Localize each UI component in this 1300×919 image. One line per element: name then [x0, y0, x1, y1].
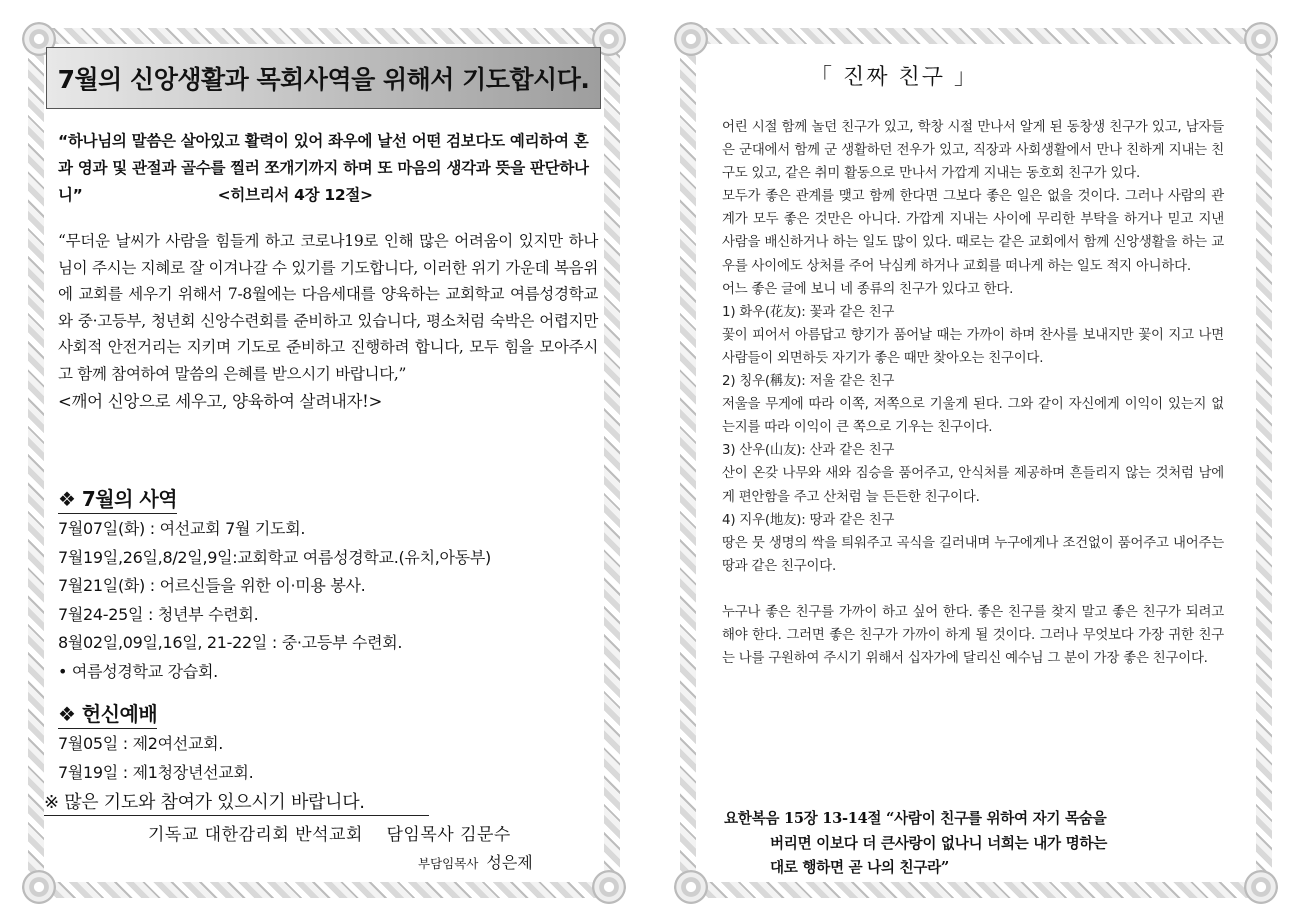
flower-icon — [22, 870, 56, 904]
worship-list — [58, 730, 603, 787]
flower-icon — [1244, 22, 1278, 56]
flower-icon — [674, 22, 708, 56]
page-title-box — [46, 47, 601, 109]
essay-body — [722, 116, 1224, 670]
senior-pastor: 담임목사 김문수 — [386, 825, 511, 845]
church-name: 기독교 대한감리회 반석교회 — [148, 825, 363, 845]
essay-paragraph: 어린 시절 함께 놀던 친구가 있고, 학창 시절 만나서 알게 된 동창생 친구가 있고, 남자들은 군대에서 함께 군 생활하던 전우가 있고, 직장과 사회생활에서 만나 친하게 지내는 친구도 있고, 같은 취미 활동으로 만나서 가깝게 지내는 동호회 친구가 있다. — [722, 120, 1224, 182]
paragraph-gap — [722, 578, 1224, 601]
verse-line: 버리면 이보다 더 큰사랑이 없나니 너희는 내가 명하는 — [770, 834, 1108, 852]
left-page — [28, 28, 620, 898]
list-item: 7월05일 : 제2여선교회. — [58, 734, 224, 753]
essay-title: 「 진짜 친구 」 — [810, 65, 978, 90]
assistant-pastor-signature — [418, 850, 533, 873]
closing-scripture — [724, 807, 1224, 881]
prayer-closing: <깨어 신앙으로 세우고, 양육하여 살려내자!> — [58, 392, 382, 411]
ministry-heading: ❖ 7월의 사역 — [58, 483, 177, 514]
list-item: 7월07일(화) : 여선교회 7월 기도회. — [58, 519, 306, 538]
essay-paragraph: 저울을 무게에 따라 이쪽, 저쪽으로 기울게 된다. 그와 같이 자신에게 이익이 있는지 없는지를 따라 이익이 큰 쪽으로 기우는 친구이다. — [722, 397, 1224, 436]
essay-paragraph: 2) 칭우(稱友): 저울 같은 친구 — [722, 374, 895, 390]
church-signature — [148, 820, 511, 845]
prayer-text: “무더운 날씨가 사람을 힘들게 하고 코로나19로 인해 많은 어려움이 있지만 하나님이 주시는 지혜로 잘 이겨나갈 수 있기를 기도합니다, 이러한 위기 가운데 복음위에 교회를 세우기 위해서 7-8월에는 다음세대를 양육하는 교회학교 여름성경학교와 중·고등부, 청년회 신앙수련회를 준비하고 있습니다, 평소처럼 숙박은 어렵지만 사회적 안전거리는 지키며 기도로 준비하고 진행하려 합니다, 모두 힘을 모아주시고 함께 참여하여 말씀의 은혜를 받으시기 바랍니다,” — [58, 232, 598, 383]
essay-paragraph: 꽃이 피어서 아름답고 향기가 품어날 때는 가까이 하며 찬사를 보내지만 꽃이 지고 나면 사람들이 외면하듯 자기가 좋은 때만 찾아오는 친구이다. — [722, 327, 1224, 366]
ministry-list — [58, 515, 603, 686]
assistant-name: 성은제 — [486, 853, 533, 872]
essay-paragraph: 3) 산우(山友): 산과 같은 친구 — [722, 443, 895, 459]
participation-note: ※ 많은 기도와 참여가 있으시기 바랍니다. — [44, 788, 429, 816]
list-item: • 여름성경학교 강습회. — [58, 661, 218, 681]
essay-paragraph: 산이 온갖 나무와 새와 짐승을 품어주고, 안식처를 제공하며 흔들리지 않는 것처럼 남에게 편안함을 주고 산처럼 늘 든든한 친구이다. — [722, 466, 1224, 505]
worship-heading: ❖ 헌신예배 — [58, 698, 157, 729]
essay-paragraph: 어느 좋은 글에 보니 네 종류의 친구가 있다고 한다. — [722, 281, 1014, 297]
page-title: 7월의 신앙생활과 목회사역을 위해서 기도합시다. — [57, 65, 590, 94]
assistant-title: 부담임목사 — [418, 856, 479, 871]
essay-paragraph: 모두가 좋은 관계를 맺고 함께 한다면 그보다 좋은 일은 없을 것이다. 그러나 사람의 관계가 모두 좋은 것만은 아니다. 가깝게 지내는 사이에 무리한 부탁을 하거나 믿고 지낸 사람을 배신하거나 하는 일도 많이 있다. 때로는 같은 교회에서 함께 신앙생활을 하는 교우를 사이에도 상처를 주어 낙심케 하거나 교회를 떠나게 하는 일도 적지 아니하다. — [722, 189, 1224, 274]
right-page — [680, 28, 1272, 898]
verse-text: “하나님의 말씀은 살아있고 활력이 있어 좌우에 날선 어떤 검보다도 예리하여 혼과 영과 및 관절과 골수를 찔러 쪼개기까지 하며 또 마음의 생각과 뜻을 판단하나니” — [58, 132, 589, 204]
verse-reference: <히브리서 4장 12절> — [217, 186, 373, 204]
essay-paragraph: 1) 화우(花友): 꽃과 같은 친구 — [722, 304, 895, 320]
flower-icon — [592, 870, 626, 904]
essay-paragraph: 누구나 좋은 친구를 가까이 하고 싶어 한다. 좋은 친구를 찾지 말고 좋은 친구가 되려고 해야 한다. 그러면 좋은 친구가 가까이 하게 될 것이다. 그러나 무엇보다 가장 귀한 친구는 나를 구원하여 주시기 위해서 십자가에 달리신 예수님 그 분이 가장 좋은 친구이다. — [722, 604, 1224, 667]
list-item: 7월19일 : 제1청장년선교회. — [58, 762, 254, 782]
scripture-verse — [58, 128, 598, 209]
list-item: 8월02일,09일,16일, 21-22일 : 중·고등부 수련회. — [58, 633, 403, 652]
prayer-paragraph — [58, 228, 598, 416]
verse-line: 대로 행하면 곧 나의 친구라” — [770, 859, 949, 876]
list-item: 7월21일(화) : 어르신들을 위한 이·미용 봉사. — [58, 576, 366, 595]
flower-icon — [1244, 870, 1278, 904]
essay-paragraph: 땅은 뭇 생명의 싹을 틔워주고 곡식을 길러내며 누구에게나 조건없이 품어주고 내어주는 땅과 같은 친구이다. — [722, 535, 1224, 574]
list-item: 7월19일,26일,8/2일,9일:교회학교 여름성경학교.(유치,아동부) — [58, 547, 491, 567]
essay-paragraph: 4) 지우(地友): 땅과 같은 친구 — [722, 512, 895, 528]
verse-line: 요한복음 15장 13-14절 “사람이 친구를 위하여 자기 목숨을 — [724, 810, 1107, 827]
list-item: 7월24-25일 : 청년부 수련회. — [58, 604, 259, 624]
flower-icon — [674, 870, 708, 904]
